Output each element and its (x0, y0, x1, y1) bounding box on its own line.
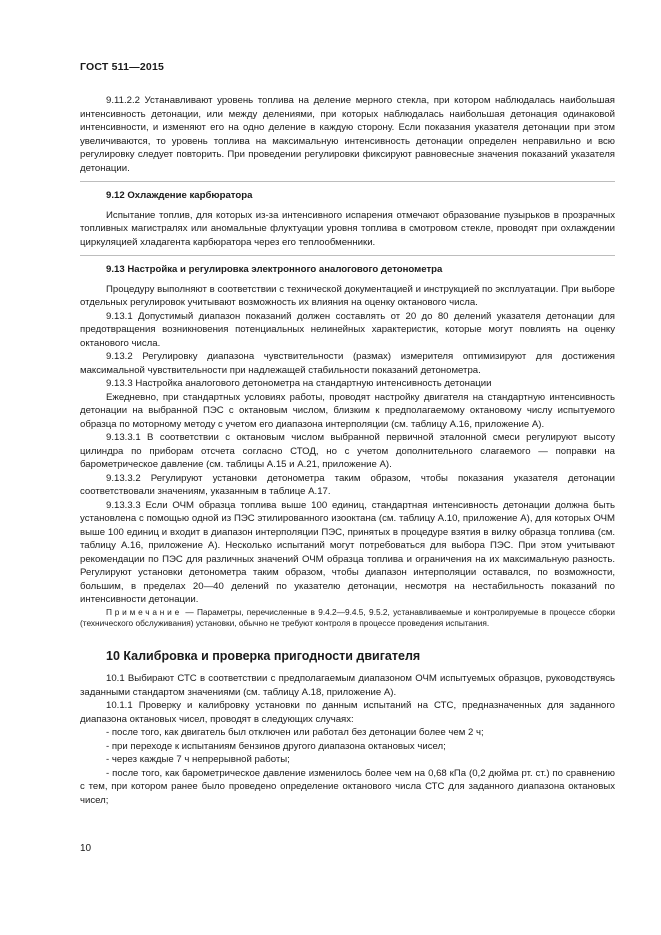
list-item: - после того, как барометрическое давление изменилось более чем на 0,68 кПа (0,2 дюйма рт. ст.) по сравнению с тем, при котором ранее было проведено определение октанового числа СТС для заданного диапазона октановых чисел; (80, 767, 615, 806)
list-item: - при переходе к испытаниям бензинов другого диапазона октановых чисел; (106, 740, 446, 752)
section-divider (80, 255, 615, 256)
list-item: - через каждые 7 ч непрерывной работы; (106, 754, 290, 765)
paragraph-10-1: 10.1 Выбирают СТС в соответствии с предполагаемым диапазоном ОЧМ испытуемых образцов, руководствуясь заданными стандартом значениями (см. таблицу А.18, приложение А). (80, 673, 615, 698)
paragraph-9-13-2: 9.13.2 Регулировку диапазона чувствительности (размах) измерителя оптимизируют для достижения максимальной чувствительности при надлежащей стабильности показаний детонометра. (80, 351, 615, 376)
page-content (80, 94, 615, 807)
document-header: ГОСТ 511—2015 (80, 61, 165, 73)
paragraph-9-13-3-1: 9.13.3.1 В соответствии с октановым числом выбранной первичной эталонной смеси регулируют высоту цилиндра по приборам отсчета согласно СТОД, но с учетом дополнительного слагаемого — поправки на барометрическое давление (см. таблицы А.15 и А.21, приложение А). (80, 432, 615, 470)
paragraph-9-13-3-2: 9.13.3.2 Регулируют установки детонометра таким образом, чтобы показания указателя детонации соответствовали значениям, указанным в таблице А.17. (80, 472, 615, 497)
paragraph-9-11-2-2: 9.11.2.2 Устанавливают уровень топлива на деление мерного стекла, при котором наблюдалась наибольшая интенсивность детонации, или между делениями, при которых наблюдалась наибольшая детонация одинаковой интенсивности, и изменяют его на одно деление в каждую сторону. Если показания указателя детонации при этом увеличиваются, то уровень топлива на максимальную интенсивность детонации определен неправильно и всю регулировку следует повторить. При проведении регулировки фиксируют равновесные значения показаний указателя детонации. (80, 95, 615, 174)
heading-9-13: 9.13 Настройка и регулировка электронного аналогового детонометра (106, 264, 443, 275)
paragraph-9-13-3: 9.13.3 Настройка аналогового детонометра на стандартную интенсивность детонации (106, 378, 492, 389)
note-text: — Параметры, перечисленные в 9.4.2—9.4.5, 9.5.2, устанавливаемые и контролируемые в процессе сборки (технического обслуживания) установки, обычно не требуют контроля в процессе проведения испытания. (80, 606, 615, 628)
paragraph-9-13-intro: Процедуру выполняют в соответствии с технической документацией и инструкцией по эксплуатации. При выборе отдельных регулировок учитывают возможность их влияния на оценку октанового числа. (80, 283, 615, 308)
paragraph-10-1-1: 10.1.1 Проверку и калибровку установки по данным испытаний на СТС, предназначенных для заданного диапазона октановых чисел, проводят в следующих случаях: (80, 700, 615, 725)
heading-10: 10 Калибровка и проверка пригодности двигателя (106, 648, 421, 663)
page-number: 10 (80, 843, 92, 854)
heading-9-12: 9.12 Охлаждение карбюратора (106, 190, 253, 201)
paragraph-9-13-1: 9.13.1 Допустимый диапазон показаний должен составлять от 20 до 80 делений указателя детонации для предотвращения возникновения потенциальных нелинейных характеристик, которые могут повлиять на оценку октанового числа. (80, 310, 615, 349)
paragraph-9-13-3-3: 9.13.3.3 Если ОЧМ образца топлива выше 100 единиц, стандартная интенсивность детонации должна быть установлена с помощью одной из ПЭС этилированного изооктана (см. таблицу А.10, приложение А), для которых ОЧМ выше 100 единиц и входит в диапазон интерполяции ПЭС, принятых в процедуре взятия в вилку образца топлива (см. таблицу А.16, приложение А). Несколько испытаний могут потребоваться для выбора ПЭС. При этом учитывают рекомендации по ПЭС для различных значений ОЧМ образца топлива и ограничения на их максимальную разность. Регулируют установки детонометра таким образом, чтобы диапазон интерполяции оставался, по возможности, большим, в пределах 20—40 делений по указателю детонации, несмотря на нестабильность показаний по интенсивности детонации. (80, 499, 615, 605)
note (80, 607, 615, 630)
list-item: - после того, как двигатель был отключен или работал без детонации более чем 2 ч; (106, 727, 484, 738)
paragraph-9-12: Испытание топлив, для которых из-за интенсивного испарения отмечают образование пузырьков в прозрачных топливных магистралях или аномальные флуктуации уровня топлива в смотровом стекле, проводят при охлаждении циркуляцией хладагента карбюратора через его теплообменники. (80, 209, 615, 248)
section-divider (80, 181, 615, 182)
note-label: Примечание (106, 606, 183, 617)
paragraph-9-13-3-daily: Ежедневно, при стандартных условиях работы, проводят настройку двигателя на стандартную интенсивность детонации на выбранной ПЭС с октановым числом, близким к предполагаемому октановому числу испытуемого образца по моторному методу с учетом его диапазона интерполяции (см. таблицу А.16, приложение А). (80, 391, 615, 430)
